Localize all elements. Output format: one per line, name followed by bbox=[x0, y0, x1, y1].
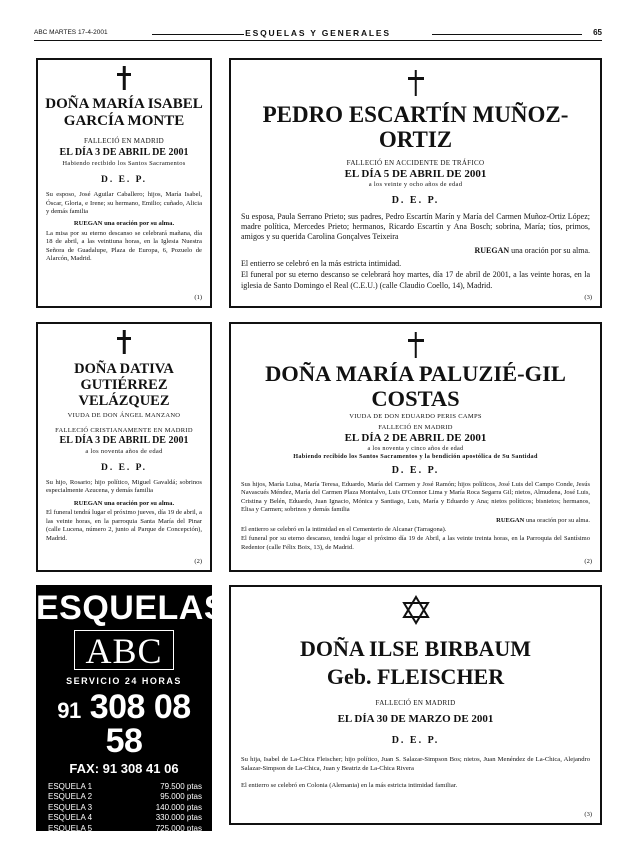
family-list: Su esposa, Paula Serrano Prieto; sus padres, Pedro Escartín Marín y María del Carmen Muñoz-Ortiz López; madre política, Mercedes Prieto; hermanos, Ricardo Escartín y Ana Bosch; sobrina, María; tíos, primos, amigos y su querida Carolina Gonçalves Teixeira bbox=[241, 211, 590, 242]
page-number: 65 bbox=[593, 28, 602, 37]
dep-line: D. E. P. bbox=[391, 194, 440, 206]
price-row: ESQUELA 6 1.031.000 ptas bbox=[48, 833, 202, 843]
fallecio-line: FALLECIÓ EN MADRID bbox=[84, 137, 164, 145]
ruegan-line: RUEGAN una oración por su alma. bbox=[73, 219, 175, 227]
fallecio-line: FALLECIÓ CRISTIANAMENTE EN MADRID bbox=[55, 426, 193, 434]
ad-fax: FAX: 91 308 41 06 bbox=[69, 761, 179, 776]
notice-number: (1) bbox=[194, 294, 202, 301]
ad-service: SERVICIO 24 HORAS bbox=[66, 676, 182, 686]
fallecio-line: FALLECIÓ EN MADRID bbox=[375, 699, 456, 708]
funeral-info: La misa por su eterno descanso se celebrará mañana, día 18 de abril, a las veintiuna horas, en la Iglesia Nuestra Señora de Guadalupe, Plaza de Europa, 6, Pozuelo de Alarcón, Madrid. bbox=[46, 229, 202, 263]
ad-title: ESQUELAS bbox=[36, 589, 228, 627]
price-list bbox=[48, 782, 202, 844]
sacraments-line: Habiendo recibido los Santos Sacramentos bbox=[62, 160, 186, 167]
deceased-name: DOÑA MARÍA ISABEL GARCÍA MONTE bbox=[45, 96, 203, 129]
death-date: EL DÍA 5 DE ABRIL DE 2001 bbox=[344, 167, 487, 180]
deceased-birth-name: Geb. FLEISCHER bbox=[326, 664, 505, 690]
ad-phone: 91 308 08 58 bbox=[57, 688, 191, 760]
cross-icon bbox=[117, 330, 131, 354]
star-of-david-icon bbox=[401, 595, 431, 625]
notice-number: (3) bbox=[584, 294, 592, 301]
age-line: a los noventa años de edad bbox=[85, 447, 163, 455]
family-list: Su esposo, José Aguilar Caballero; hijos, María Isabel, Óscar, Gloria, e Irene; su hermano, Emilio; cuñado, Alicia y demás familia bbox=[46, 191, 202, 216]
header-rule-right bbox=[432, 34, 582, 35]
abc-logo: ABC bbox=[74, 630, 174, 670]
death-date: EL DÍA 3 DE ABRIL DE 2001 bbox=[59, 434, 189, 446]
obituary-escartin bbox=[229, 58, 602, 308]
ad-footnote: Consultar Tarifa Domingos y Fiestas Nacionales bbox=[65, 846, 183, 853]
death-date: EL DÍA 2 DE ABRIL DE 2001 bbox=[344, 431, 487, 444]
funeral-info: El funeral por su eterno descanso, tendrá lugar el próximo día 19 de Abril, a las veinte treinta horas, en la Parroquia del Santísimo Redentor (calle Félix Boix, 13), de Madrid. bbox=[241, 535, 590, 551]
cross-icon bbox=[408, 70, 424, 96]
cross-icon bbox=[408, 332, 424, 358]
age-line: a los veinte y ocho años de edad bbox=[368, 180, 463, 188]
obituary-garcia-monte bbox=[36, 58, 212, 308]
deceased-name: DOÑA DATIVA GUTIÉRREZ VELÁZQUEZ bbox=[74, 361, 174, 409]
burial-info: El entierro se celebró en la más estricta intimidad. bbox=[241, 258, 402, 268]
dep-line: D. E. P. bbox=[391, 735, 440, 747]
dep-line: D. E. P. bbox=[100, 462, 147, 473]
notice-number: (2) bbox=[584, 558, 592, 565]
age-line: a los noventa y cinco años de edad bbox=[367, 444, 464, 452]
fallecio-line: FALLECIÓ EN ACCIDENTE DE TRÁFICO bbox=[346, 158, 485, 167]
obituary-gutierrez bbox=[36, 322, 212, 572]
family-list: Su hijo, Rosario; hijo político, Miguel Gavaldá; sobrinos especialmente Azucena, y demás familia bbox=[46, 478, 202, 495]
dep-line: D. E. P. bbox=[100, 175, 147, 185]
burial-info: El entierro se celebró en la intimidad en el Cementerio de Alcanar (Tarragona). bbox=[241, 525, 447, 533]
fallecio-line: FALLECIÓ EN MADRID bbox=[378, 423, 453, 431]
ruegan-line: RUEGAN una oración por su alma. bbox=[474, 245, 590, 255]
funeral-info: El funeral tendrá lugar el próximo jueves, día 19 de abril, a las veinte horas, en la parroquia Santa María del Pinar (calle Lucena, número 2, junto al Parque de Concepción), Madrid. bbox=[46, 508, 202, 542]
price-row: ESQUELA 2 95.000 ptas bbox=[48, 792, 202, 802]
obituary-birbaum bbox=[229, 585, 602, 825]
header-date: ABC MARTES 17-4-2001 bbox=[34, 29, 108, 36]
burial-info: El entierro se celebró en Colonia (Alemania) en la más estricta intimidad familiar. bbox=[241, 781, 458, 789]
family-list: Sus hijos, María Luisa, María Teresa, Eduardo, María del Carmen y José Ramón; hijos políticos, José Luis del Campo Conde, Jesús Navascués Méndez, María del Carmen Plaza Montalvo, Luis O'Connor Lima y María Roca Segarra Gil; nietos, Almudena, José Luis, Cristina y Belén, Eduardo, Juan Ignacio, Mónica y Santiago, Luis, María y Eduardo y Ana; nietos políticos; bisnietos; hermanos, Elisa y Carmen; sobrinos y demás familia bbox=[241, 480, 590, 514]
deceased-name: DOÑA ILSE BIRBAUM bbox=[299, 636, 532, 661]
widow-line: VIUDA DE DON EDUARDO PERIS CAMPS bbox=[349, 412, 482, 420]
price-row: ESQUELA 3 140.000 ptas bbox=[48, 802, 202, 812]
page-header bbox=[34, 29, 602, 41]
notice-number: (3) bbox=[584, 811, 592, 818]
price-row: ESQUELA 5 725.000 ptas bbox=[48, 823, 202, 833]
notice-number: (2) bbox=[194, 558, 202, 565]
section-title: ESQUELAS Y GENERALES bbox=[245, 28, 391, 38]
widow-line: VIUDA DE DON ÁNGEL MANZANO bbox=[67, 411, 181, 419]
family-list: Su hija, Isabel de La-Chica Fleischer; hijo político, Juan S. Salazar-Simpson Bos; nietos, Juan Menéndez de La-Chica, Alejandro Salazar-Simpson de La-Chica, Juan y Beatriz de La-Chica Rivera bbox=[241, 756, 590, 772]
ruegan-line: RUEGAN una oración por su alma. bbox=[496, 516, 590, 524]
deceased-name: PEDRO ESCARTÍN MUÑOZ-ORTIZ bbox=[262, 102, 569, 153]
esquelas-ad bbox=[36, 585, 228, 853]
death-date: EL DÍA 30 DE MARZO DE 2001 bbox=[337, 713, 494, 726]
price-row: ESQUELA 4 330.000 ptas bbox=[48, 813, 202, 823]
price-row: ESQUELA 1 79.500 ptas bbox=[48, 782, 202, 791]
death-date: EL DÍA 3 DE ABRIL DE 2001 bbox=[59, 147, 189, 158]
ruegan-line: RUEGAN una oración por su alma. bbox=[73, 499, 175, 507]
obituary-paluzie bbox=[229, 322, 602, 572]
deceased-name: DOÑA MARÍA PALUZIÉ-GIL COSTAS bbox=[265, 361, 566, 411]
dep-line: D. E. P. bbox=[391, 464, 440, 476]
sacraments-line: Habiendo recibido los Santos Sacramentos y la bendición apostólica de Su Santidad bbox=[293, 452, 538, 460]
cross-icon bbox=[117, 66, 131, 90]
funeral-info: El funeral por su eterno descanso se celebrará hoy martes, día 17 de abril de 2001, a las veinte horas, en la iglesia de Santo Domingo el Real (C.E.U.) (calle Claudio Coello, 14), Madrid. bbox=[241, 270, 590, 290]
